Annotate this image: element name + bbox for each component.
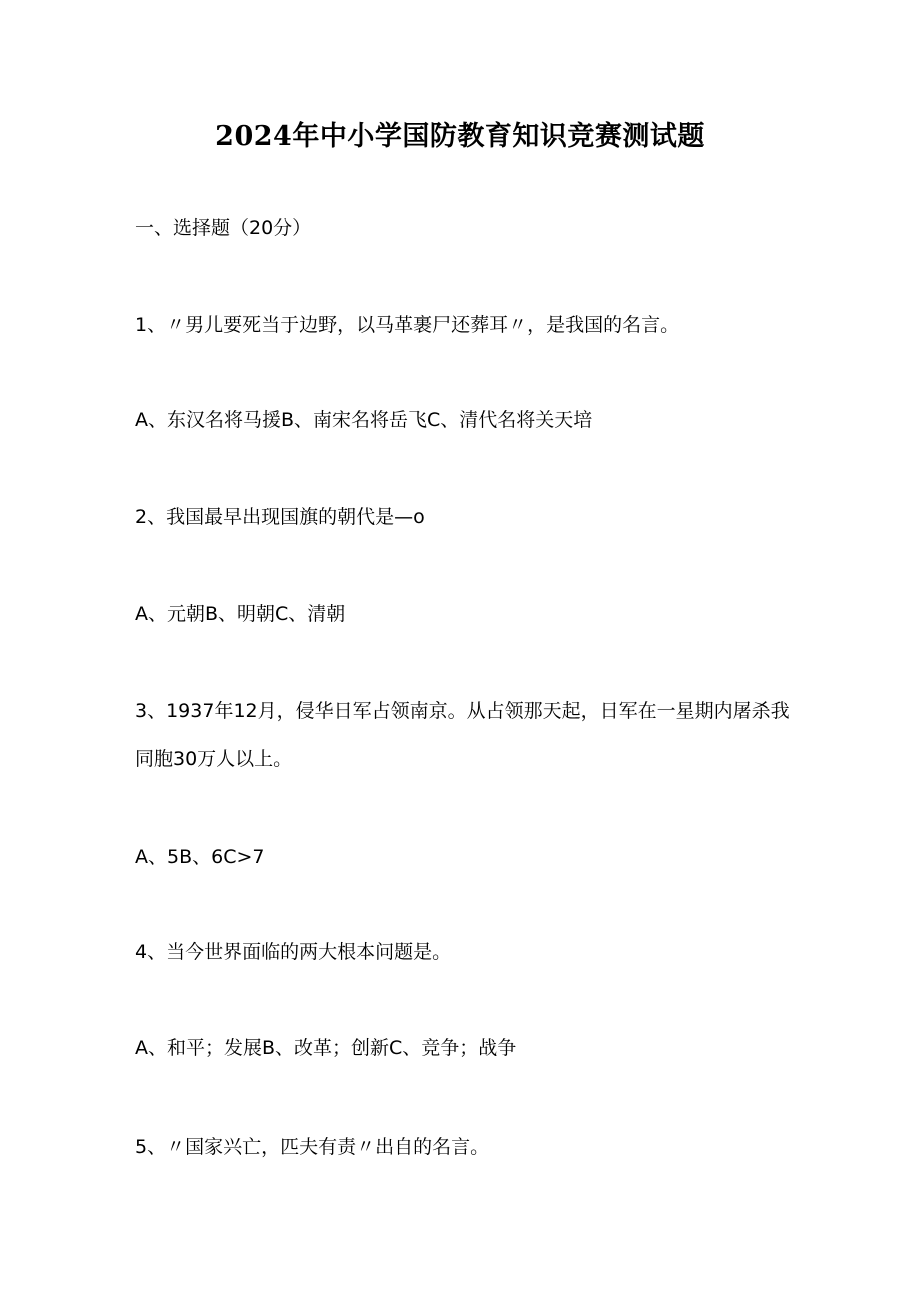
question-1-options: A、东汉名将马援B、南宋名将岳飞C、清代名将关天培: [135, 409, 593, 431]
question-1: 1、〃男儿要死当于边野，以马革裹尸还葬耳〃，是我国的名言。: [135, 314, 680, 336]
section-heading: 一、选择题（20分）: [135, 217, 312, 239]
question-5: 5、〃国家兴亡，匹夫有责〃出自的名言。: [135, 1136, 490, 1158]
question-4-options: A、和平；发展B、改革；创新C、竞争；战争: [135, 1037, 517, 1059]
page-title: 2024年中小学国防教育知识竞赛测试题: [215, 121, 705, 152]
question-2: 2、我国最早出现国旗的朝代是—o: [135, 506, 425, 528]
question-3-options: A、5B、6C>7: [135, 846, 265, 868]
question-2-options: A、元朝B、明朝C、清朝: [135, 603, 346, 625]
question-3: 3、1937年12月，侵华日军占领南京。从占领那天起，日军在一星期内屠杀我同胞30万人以上。: [135, 700, 790, 770]
question-4: 4、当今世界面临的两大根本问题是。: [135, 941, 452, 963]
